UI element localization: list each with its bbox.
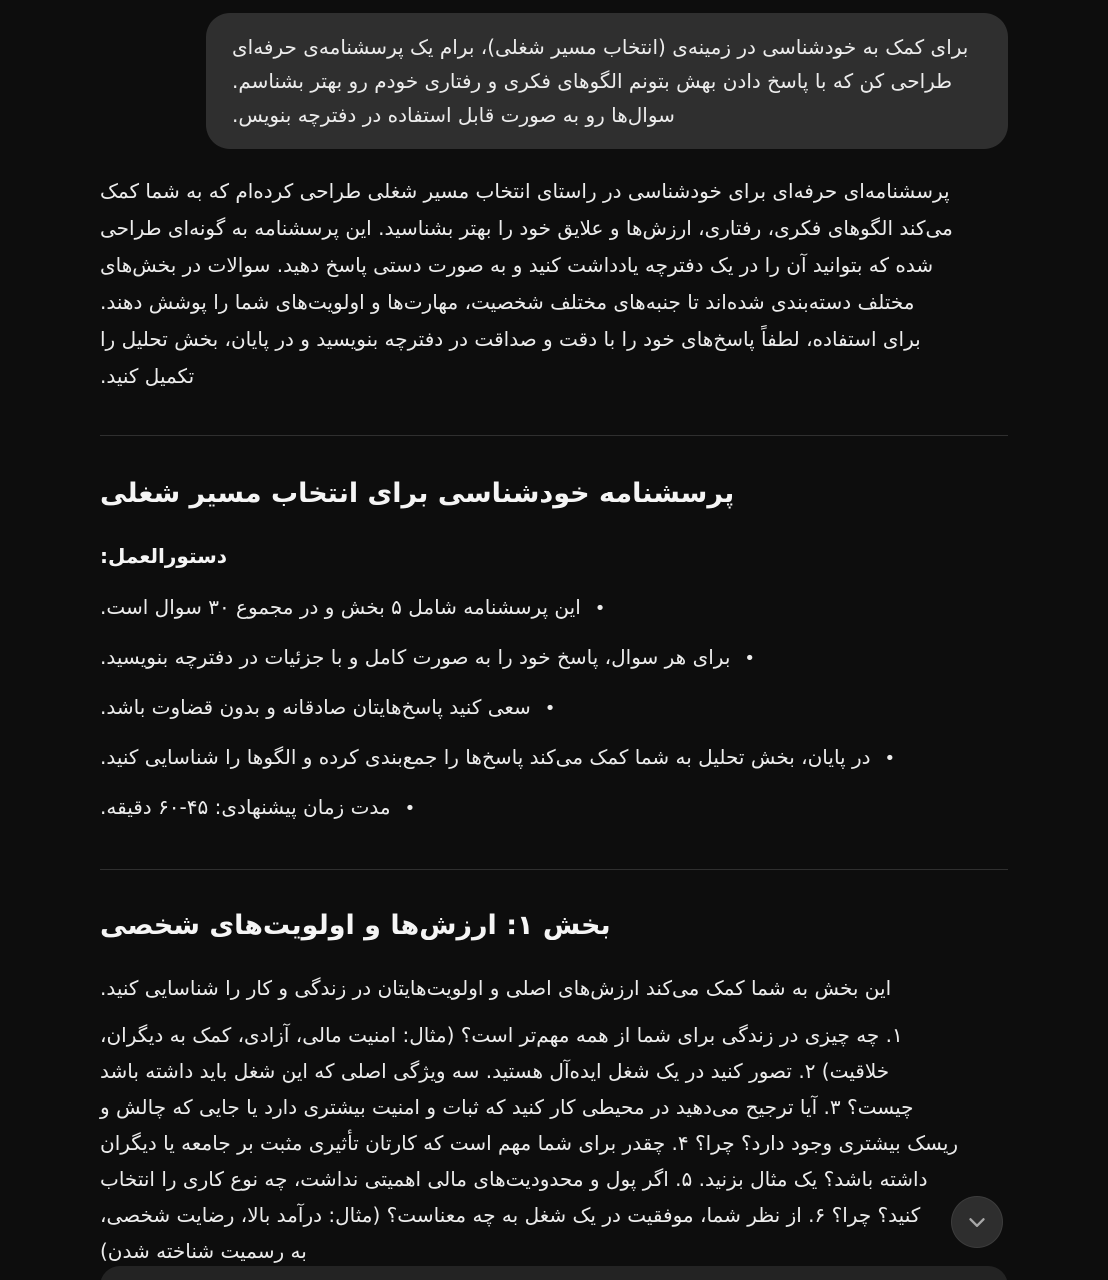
question-line: ریسک بیشتری وجود دارد؟ چرا؟ ۴. چقدر برای شما مهم است که کارتان تأثیری مثبت بر جامعه یا دیگران bbox=[100, 1131, 959, 1155]
bullet-icon: • bbox=[404, 798, 416, 819]
assistant-paragraph-line: پرسشنامه‌ای حرفه‌ای برای خودشناسی در راستای انتخاب مسیر شغلی طراحی کرده‌ام که به شما کمک bbox=[100, 179, 950, 203]
instruction-item bbox=[100, 789, 1008, 827]
instruction-text: مدت زمان پیشنهادی: ۴۵‐۶۰ دقیقه. bbox=[100, 795, 391, 819]
chevron-down-icon bbox=[964, 1209, 990, 1235]
assistant-paragraph-line: شده که بتوانید آن را در یک دفترچه یادداشت کنید و به صورت دستی پاسخ دهید. سوالات در بخش‌های bbox=[100, 253, 934, 277]
user-message-line: طراحی کن که با پاسخ دادن بهش بتونم الگوهای فکری و رفتاری خودم رو بهتر بشناسم. bbox=[232, 69, 953, 93]
question-line: ۱. چه چیزی در زندگی برای شما از همه مهم‌تر است؟ (مثال: امنیت مالی، آزادی، کمک به دیگران، bbox=[100, 1023, 903, 1047]
instruction-text: این پرسشنامه شامل ۵ بخش و در مجموع ۳۰ سوال است. bbox=[100, 595, 581, 619]
question-line: خلاقیت) ۲. تصور کنید در یک شغل ایده‌آل هستید. سه ویژگی اصلی که این شغل باید داشته باشد bbox=[100, 1059, 890, 1083]
instruction-item bbox=[100, 639, 1008, 677]
user-message-row bbox=[100, 13, 1008, 149]
section1-description: این بخش به شما کمک می‌کند ارزش‌های اصلی و اولویت‌هایتان در زندگی و کار را شناسایی کنید. bbox=[100, 976, 892, 1000]
user-message-bubble bbox=[206, 13, 1008, 149]
bullet-icon: • bbox=[544, 698, 556, 719]
chat-content bbox=[100, 0, 1008, 1269]
section-divider bbox=[100, 869, 1008, 870]
section1-questions-paragraph bbox=[100, 1017, 1008, 1269]
user-message-line: سوال‌ها رو به صورت قابل استفاده در دفترچه بنویس. bbox=[232, 103, 675, 127]
section1-title: بخش ۱: ارزش‌ها و اولویت‌های شخصی bbox=[100, 910, 611, 941]
question-line: به رسمیت شناخته شدن) bbox=[100, 1239, 307, 1263]
assistant-paragraph-line: مختلف دسته‌بندی شده‌اند تا جنبه‌های مختلف شخصیت، مهارت‌ها و اولویت‌های شما را پوشش دهند. bbox=[100, 290, 915, 314]
instructions-list bbox=[100, 589, 1008, 827]
scroll-to-bottom-button[interactable] bbox=[951, 1196, 1003, 1248]
message-composer[interactable] bbox=[100, 1266, 1008, 1280]
questionnaire-title: پرسشنامه خودشناسی برای انتخاب مسیر شغلی bbox=[100, 478, 735, 509]
section-divider bbox=[100, 435, 1008, 436]
assistant-paragraph-line: برای استفاده، لطفاً پاسخ‌های خود را با دقت و صداقت در دفترچه بنویسید و در پایان، بخش تحلیل را bbox=[100, 327, 921, 351]
instruction-item bbox=[100, 689, 1008, 727]
instruction-text: سعی کنید پاسخ‌هایتان صادقانه و بدون قضاوت باشد. bbox=[100, 695, 531, 719]
assistant-paragraph-line: تکمیل کنید. bbox=[100, 364, 195, 388]
assistant-paragraph-line: می‌کند الگوهای فکری، رفتاری، ارزش‌ها و علایق خود را بهتر بشناسید. این پرسشنامه به گونه‌ای طراحی bbox=[100, 216, 953, 240]
user-message-line: برای کمک به خودشناسی در زمینه‌ی (انتخاب مسیر شغلی)، برام یک پرسشنامه‌ی حرفه‌ای bbox=[232, 35, 969, 59]
question-line: چیست؟ ۳. آیا ترجیح می‌دهید در محیطی کار کنید که ثبات و امنیت بیشتری دارد یا جایی که چالش و bbox=[100, 1095, 914, 1119]
instruction-item bbox=[100, 589, 1008, 627]
bullet-icon: • bbox=[884, 748, 896, 769]
instruction-text: در پایان، بخش تحلیل به شما کمک می‌کند پاسخ‌ها را جمع‌بندی کرده و الگوها را شناسایی کنید. bbox=[100, 745, 871, 769]
instructions-label: دستورالعمل: bbox=[100, 544, 228, 568]
instruction-item bbox=[100, 739, 1008, 777]
assistant-intro-paragraph bbox=[100, 173, 1008, 395]
question-line: داشته باشد؟ یک مثال بزنید. ۵. اگر پول و محدودیت‌های مالی اهمیتی نداشت، چه نوع کاری را انتخاب bbox=[100, 1167, 928, 1191]
instruction-text: برای هر سوال، پاسخ خود را به صورت کامل و با جزئیات در دفترچه بنویسید. bbox=[100, 645, 731, 669]
question-line: کنید؟ چرا؟ ۶. از نظر شما، موفقیت در یک شغل به چه معناست؟ (مثال: درآمد بالا، رضایت شخصی، bbox=[100, 1203, 921, 1227]
bullet-icon: • bbox=[744, 648, 756, 669]
bullet-icon: • bbox=[594, 598, 606, 619]
